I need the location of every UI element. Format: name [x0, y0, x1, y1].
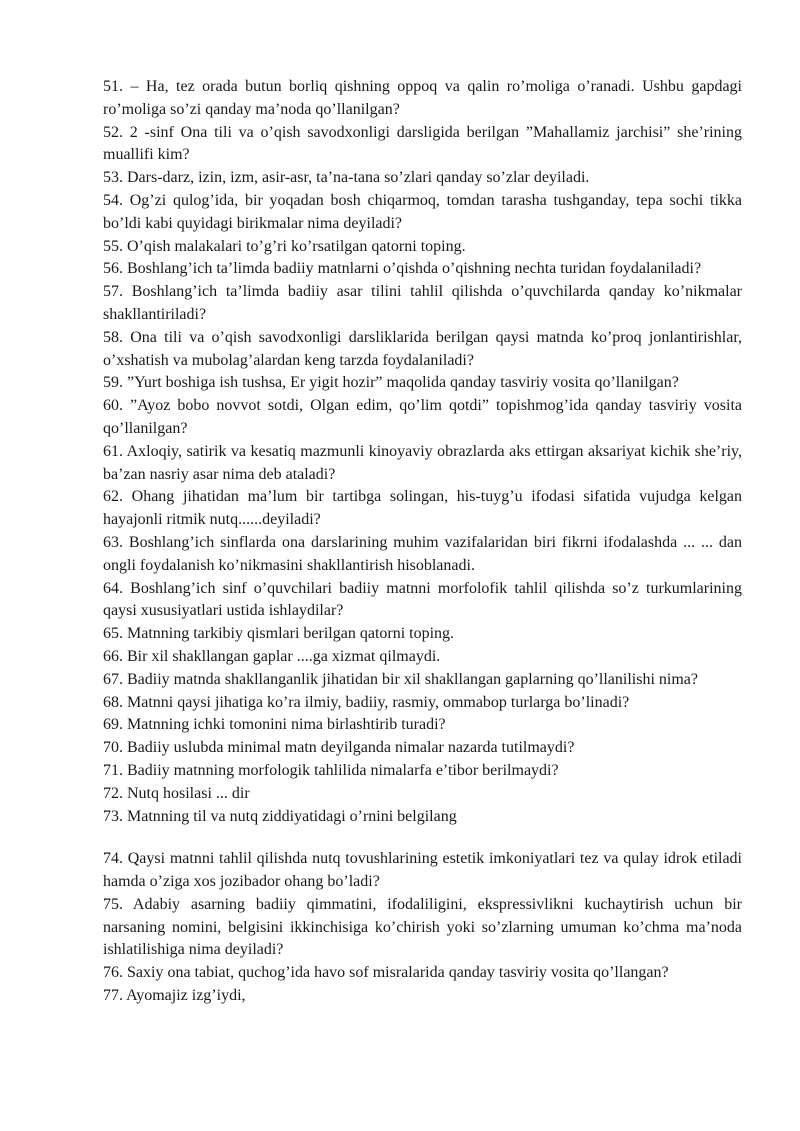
question-66: 66. Bir xil shakllangan gaplar ....ga xizmat qilmaydi.	[103, 647, 441, 665]
question-52: 52. 2 -sinf Ona tili va o’qish savodxonligi darsligida berilgan ”Mahallamiz jarchisi” she’rining muallifi kim?	[103, 123, 742, 164]
question-76: 76. Saxiy ona tabiat, quchog’ida havo sof misralarida qanday tasviriy vosita qo’llangan?	[103, 964, 669, 982]
question-56: 56. Boshlang’ich ta’limda badiiy matnlarni o’qishda o’qishning nechta turidan foydalaniladi?	[103, 260, 702, 278]
question-58: 58. Ona tili va o’qish savodxonligi darsliklarida berilgan qaysi matnda ko’proq jonlantirishlar, o’xshatish va mubolag’alardan keng tarzda foydalaniladi?	[103, 328, 742, 369]
question-59: 59. ”Yurt boshiga ish tushsa, Er yigit hozir” maqolida qanday tasviriy vosita qo’llanilgan?	[103, 374, 679, 392]
question-60: 60. ”Ayoz bobo novvot sotdi, Olgan edim, qo’lim qotdi” topishmog’ida qanday tasviriy vosita qo’llanilgan?	[103, 397, 742, 437]
question-73: 73. Matnning til va nutq ziddiyatidagi o’rnini belgilang	[103, 807, 457, 825]
question-64: 64. Boshlang’ich sinf o’quvchilari badiiy matnni morfolofik tahlil qilishda so’z turkumlarining qaysi xususiyatlari ustida ishlaydilar?	[103, 579, 742, 620]
question-74: 74. Qaysi matnni tahlil qilishda nutq tovushlarining estetik imkoniyatlari tez va qulay idrok etiladi hamda o’ziga xos jozibador ohang bo’ladi?	[103, 850, 742, 891]
question-61: 61. Axloqiy, satirik va kesatiq mazmunli kinoyaviy obrazlarda aks ettirgan aksariyat kichik she’riy, ba’zan nasriy asar nima deb ataladi?	[103, 442, 742, 483]
question-54: 54. Og’zi qulog’ida, bir yoqadan bosh chiqarmoq, tomdan tarasha tushganday, tepa sochi tikka bo’ldi kabi quyidagi birikmalar nima deyiladi?	[103, 191, 742, 232]
question-72: 72. Nutq hosilasi ... dir	[103, 784, 250, 802]
question-68: 68. Matnni qaysi jihatiga ko’ra ilmiy, badiiy, rasmiy, ommabop turlarga bo’linadi?	[103, 693, 630, 711]
question-65: 65. Matnning tarkibiy qismlari berilgan qatorni toping.	[103, 625, 455, 643]
document-page	[103, 76, 742, 1008]
question-57: 57. Boshlang’ich ta’limda badiiy asar tilini tahlil qilishda o’quvchilarda qanday ko’nikmalar shakllantiriladi?	[103, 283, 742, 323]
question-75: 75. Adabiy asarning badiiy qimmatini, ifodaliligini, ekspressivlikni kuchaytirish uchun bir narsaning nomini, belgisini ikkinchisiga ko’chirish yoki so’zlarning umuman ko’chma ma’noda ishlatilishiga nima deyiladi?	[103, 895, 742, 959]
question-63: 63. Boshlang’ich sinflarda ona darslarining muhim vazifalaridan biri fikrni ifodalashda ... ... dan ongli foydalanish ko’nikmasini shakllantirish hisoblanadi.	[103, 533, 742, 574]
paragraph-spacer	[103, 828, 742, 848]
question-51: 51. – Ha, tez orada butun borliq qishning oppoq va qalin ro’moliga o’ranadi. Ushbu gapdagi ro’moliga so’zi qanday ma’noda qo’llanilgan?	[103, 78, 742, 118]
question-62: 62. Ohang jihatidan ma’lum bir tartibga solingan, his-tuyg’u ifodasi sifatida vujudga kelgan hayajonli ritmik nutq......deyiladi?	[103, 488, 742, 529]
question-69: 69. Matnning ichki tomonini nima birlashtirib turadi?	[103, 716, 446, 734]
question-67: 67. Badiiy matnda shakllanganlik jihatidan bir xil shakllangan gaplarning qo’llanilishi nima?	[103, 670, 698, 688]
question-55: 55. O’qish malakalari to’g’ri ko’rsatilgan qatorni toping.	[103, 237, 466, 255]
question-71: 71. Badiiy matnning morfologik tahlilida nimalarfa e’tibor berilmaydi?	[103, 761, 559, 779]
question-53: 53. Dars-darz, izin, izm, asir-asr, ta’na-tana so’zlari qanday so’zlar deyiladi.	[103, 169, 590, 187]
question-77: 77. Ayomajiz izg’iydi,	[103, 987, 246, 1005]
question-70: 70. Badiiy uslubda minimal matn deyilganda nimalar nazarda tutilmaydi?	[103, 739, 575, 757]
